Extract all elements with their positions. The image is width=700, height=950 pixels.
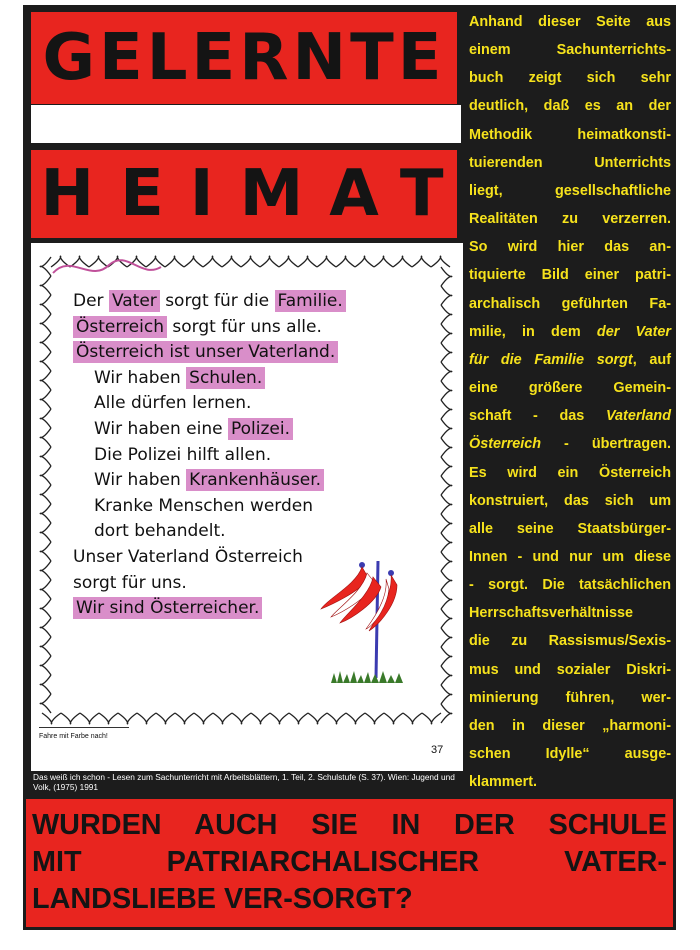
textbook-line: [73, 443, 393, 469]
commentary-line: [469, 430, 671, 458]
title-box-heimat: [29, 148, 470, 240]
commentary-fragment: - übertragen.: [541, 436, 671, 453]
title-heimat: HEIMAT: [40, 157, 470, 231]
line-text: Der: [73, 291, 109, 311]
commentary-fragment: Herrschaftsverhältnisse: [469, 605, 633, 622]
commentary-fragment: archalisch geführten Fa-: [469, 295, 671, 312]
commentary-line: [469, 8, 671, 36]
commentary-line: [469, 515, 671, 543]
commentary-line: [469, 487, 671, 515]
textbook-line: [73, 417, 393, 443]
commentary-fragment: klammert.: [469, 774, 537, 791]
commentary-fragment: Innen - und nur um diese: [469, 548, 671, 565]
poster: [23, 5, 676, 930]
commentary-fragment: Es wird ein Österreich: [469, 464, 671, 481]
commentary-line: [469, 374, 671, 402]
line-text: sorgt für uns.: [73, 572, 187, 593]
commentary-line: [469, 543, 671, 571]
line-text: Die Polizei hilft allen.: [94, 444, 272, 465]
commentary-line: [469, 261, 671, 289]
textbook-page: [31, 243, 463, 771]
commentary-fragment: - sorgt. Die tatsächlichen: [469, 577, 671, 594]
commentary-line: [469, 571, 671, 599]
commentary-fragment: minierung führen, wer-: [469, 689, 671, 706]
question-line: WURDEN AUCH SIE IN DER SCHULE: [32, 809, 667, 841]
source-caption: Das weiß ich schon - Lesen zum Sachunterricht mit Arbeitsblättern, 1. Teil, 2. Schulstufe (S. 37). Wien: Jugend und Volk, (1975) 1991: [33, 772, 455, 792]
commentary-fragment: tiquierte Bild einer patri-: [469, 267, 671, 284]
line-text: Alle dürfen lernen.: [94, 393, 252, 414]
commentary-fragment: Anhand dieser Seite aus: [469, 14, 671, 30]
highlighted-word: Österreich: [73, 316, 167, 338]
bottom-question-box: [26, 799, 673, 927]
commentary-line: [469, 290, 671, 318]
textbook-line: [73, 571, 393, 597]
commentary-fragment: schen Idylle“ ausge-: [469, 746, 671, 763]
commentary-line: [469, 712, 671, 740]
commentary-line: [469, 36, 671, 64]
highlighted-word: Polizei.: [228, 418, 293, 440]
line-text: Wir haben: [94, 367, 187, 388]
commentary-line: [469, 740, 671, 768]
textbook-text: [73, 289, 393, 622]
highlighted-word: Krankenhäuser.: [186, 469, 324, 491]
page-number: 37: [431, 744, 444, 756]
commentary-line: [469, 92, 671, 120]
commentary-fragment: So wird hier das an-: [469, 239, 671, 256]
commentary-line: [469, 656, 671, 684]
commentary-line: [469, 205, 671, 233]
commentary-line: [469, 346, 671, 374]
white-divider: [31, 105, 461, 143]
commentary-line: [469, 64, 671, 92]
highlighted-word: Österreich ist unser Vaterland.: [73, 341, 338, 363]
commentary-line: [469, 768, 671, 796]
commentary-emphasis: Österreich: [469, 436, 541, 453]
commentary-fragment: die zu Rassismus/Sexis-: [469, 633, 671, 650]
commentary-fragment: mus und sozialer Diskri-: [469, 661, 671, 678]
line-text: sorgt für uns alle.: [166, 316, 322, 337]
commentary-line: [469, 177, 671, 205]
commentary-fragment: schaft - das: [469, 408, 606, 425]
line-text: Wir haben: [94, 470, 187, 491]
commentary-emphasis: für die Familie sorgt: [469, 351, 633, 368]
commentary-fragment: liegt, gesellschaftliche: [469, 182, 671, 199]
title-gelernte: GELERNTE: [42, 21, 446, 95]
exercise-hint: Fahre mit Farbe nach!: [39, 733, 108, 740]
line-text: dort behandelt.: [94, 521, 226, 542]
commentary-line: [469, 149, 671, 177]
commentary-text: [469, 8, 671, 796]
textbook-line: [73, 391, 393, 417]
textbook-line: [73, 494, 393, 520]
title-box-gelernte: [29, 10, 459, 106]
textbook-line: [73, 340, 393, 366]
commentary-line: [469, 684, 671, 712]
commentary-fragment: milie, in dem: [469, 323, 597, 340]
commentary-fragment: eine größere Gemein-: [469, 380, 671, 397]
highlighted-word: Wir sind Österreicher.: [73, 597, 262, 619]
highlighted-word: Vater: [109, 290, 160, 312]
commentary-fragment: Realitäten zu verzerren.: [469, 211, 671, 228]
commentary-fragment: deutlich, daß es an der: [469, 98, 671, 115]
line-text: Unser Vaterland Österreich: [73, 546, 303, 567]
question-line: LANDSLIEBE VER-SORGT?: [32, 883, 413, 915]
textbook-line: [73, 289, 393, 315]
textbook-line: [73, 519, 393, 545]
commentary-emphasis: der Vater: [596, 323, 672, 340]
textbook-line: [73, 315, 393, 341]
line-text: sorgt für die: [159, 291, 275, 311]
line-text: Wir haben eine: [94, 418, 228, 439]
line-text: Kranke Menschen werden: [94, 495, 314, 516]
commentary-fragment: buch zeigt sich sehr: [469, 70, 671, 87]
commentary-line: [469, 318, 671, 346]
commentary-fragment: Methodik heimatkonsti-: [469, 126, 671, 143]
commentary-line: [469, 121, 671, 149]
commentary-fragment: , auf: [632, 351, 671, 368]
textbook-line: [73, 545, 393, 571]
highlighted-word: Familie.: [275, 290, 346, 312]
commentary-fragment: konstruiert, das sich um: [469, 492, 671, 509]
textbook-line: [73, 596, 393, 622]
commentary-line: [469, 599, 671, 627]
commentary-fragment: einem Sachunterrichts-: [469, 42, 671, 59]
commentary-line: [469, 627, 671, 655]
commentary-fragment: tuierenden Unterrichts: [469, 154, 671, 171]
textbook-line: [73, 468, 393, 494]
commentary-line: [469, 233, 671, 261]
commentary-line: [469, 459, 671, 487]
commentary-line: [469, 402, 671, 430]
commentary-emphasis: Vaterland: [605, 408, 671, 425]
commentary-fragment: den in dieser „harmoni-: [469, 717, 671, 734]
commentary-fragment: alle seine Staatsbürger-: [469, 520, 671, 537]
highlighted-word: Schulen.: [186, 367, 265, 389]
hint-rule: [39, 727, 129, 728]
textbook-line: [73, 366, 393, 392]
question-line: MIT PATRIARCHALISCHER VATER-: [32, 846, 667, 878]
